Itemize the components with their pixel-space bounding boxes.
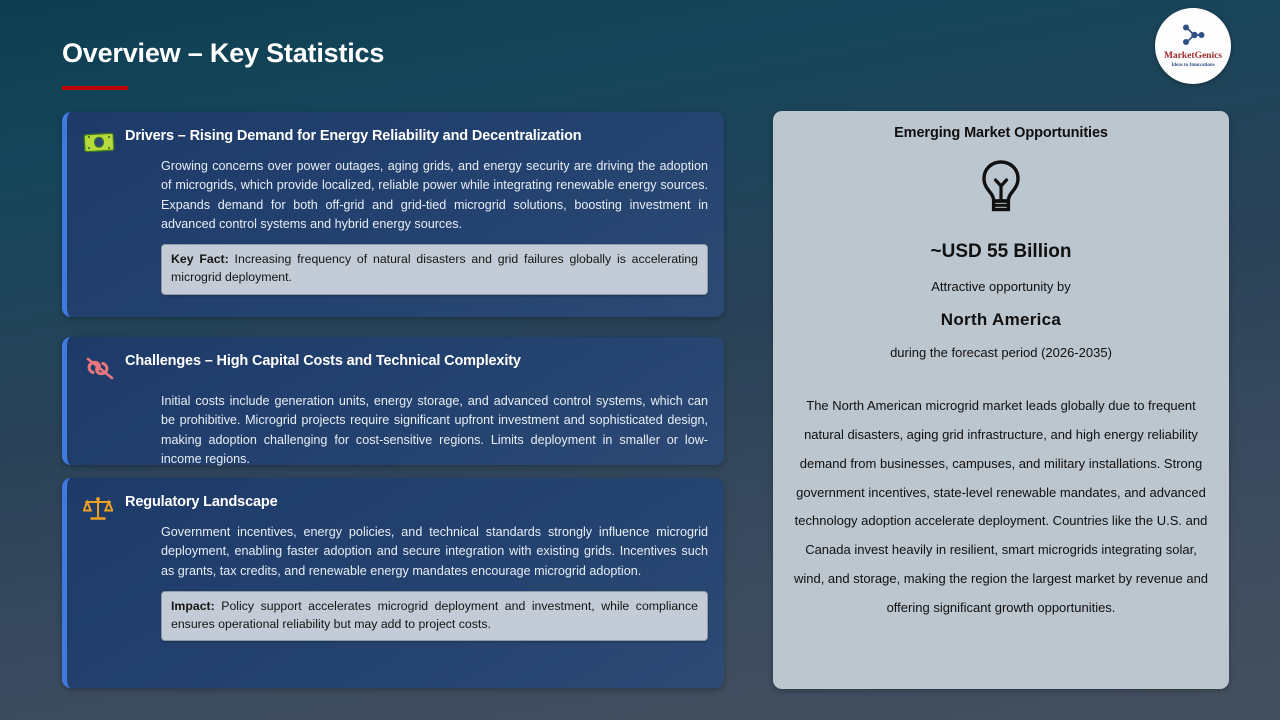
panel-description: The North American microgrid market leads globally due to frequent natural disasters, aging grid infrastructure, and high energy reliability demand from businesses, campuses, and military installations. Strong government incentives, state-level renewable mandates, and advanced technology adoption accelerate deployment. Countries like the U.S. and Canada invest heavily in resilient, smart microgrids integrating solar, wind, and storage, making the region the largest market by revenue and offering significant growth opportunities. bbox=[793, 398, 1209, 616]
money-banknote-icon bbox=[83, 125, 125, 159]
card-body-text: Government incentives, energy policies, and technical standards strongly influence microgrid deployment, enabling faster adoption and secure integration with existing grids. Incentives such as grants, tax credits, and renewable energy mandates encourage microgrid adoption. bbox=[161, 525, 708, 578]
key-fact-label: Key Fact: bbox=[171, 252, 229, 267]
impact-text: Policy support accelerates microgrid deployment and investment, while compliance ensures operational reliability but may add to project costs. bbox=[171, 598, 698, 631]
network-node-icon bbox=[1180, 24, 1206, 51]
page-title: Overview – Key Statistics bbox=[62, 38, 385, 68]
market-value: ~USD 55 Billion bbox=[930, 241, 1072, 262]
panel-title: Emerging Market Opportunities bbox=[894, 125, 1108, 141]
broken-chain-icon bbox=[83, 350, 125, 384]
impact-box bbox=[161, 591, 708, 642]
lightbulb-icon bbox=[791, 158, 1211, 225]
logo-tagline: Ideas to Innovations bbox=[1171, 63, 1215, 68]
impact-label: Impact: bbox=[171, 598, 215, 613]
card-title: Drivers – Rising Demand for Energy Reliability and Decentralization bbox=[125, 128, 582, 144]
key-fact-box bbox=[161, 244, 708, 295]
card-challenges bbox=[62, 337, 724, 465]
card-title: Challenges – High Capital Costs and Technical Complexity bbox=[125, 353, 521, 369]
card-body-text: Growing concerns over power outages, aging grids, and energy security are driving the adoption of microgrids, which provide localized, reliable power while integrating renewable energy sources. Expands demand for both off-grid and grid-tied microgrid solutions, boosting investment in advanced control systems and hybrid energy sources. bbox=[161, 159, 708, 231]
card-header bbox=[83, 350, 708, 384]
leading-region: North America bbox=[940, 310, 1062, 329]
title-underline-accent bbox=[62, 86, 128, 90]
key-fact-text: Increasing frequency of natural disasters and grid failures globally is accelerating microgrid deployment. bbox=[171, 252, 698, 284]
balance-scale-icon bbox=[83, 491, 125, 525]
card-body-text: Initial costs include generation units, energy storage, and advanced control systems, which can be prohibitive. Microgrid projects require significant upfront investment and sophisticated design, making adoption challenging for cost-sensitive regions. Limits deployment in smaller or low-income regions. bbox=[161, 394, 708, 466]
brand-logo bbox=[1155, 8, 1231, 84]
card-header bbox=[83, 491, 708, 525]
card-header bbox=[83, 125, 708, 159]
emerging-market-opportunities-panel bbox=[773, 111, 1229, 689]
opportunity-subtitle: Attractive opportunity by bbox=[931, 279, 1071, 294]
card-title: Regulatory Landscape bbox=[125, 494, 278, 510]
card-regulatory bbox=[62, 478, 724, 688]
card-drivers bbox=[62, 112, 724, 317]
logo-name: MarketGenics bbox=[1163, 51, 1223, 61]
forecast-period: during the forecast period (2026-2035) bbox=[890, 345, 1112, 360]
